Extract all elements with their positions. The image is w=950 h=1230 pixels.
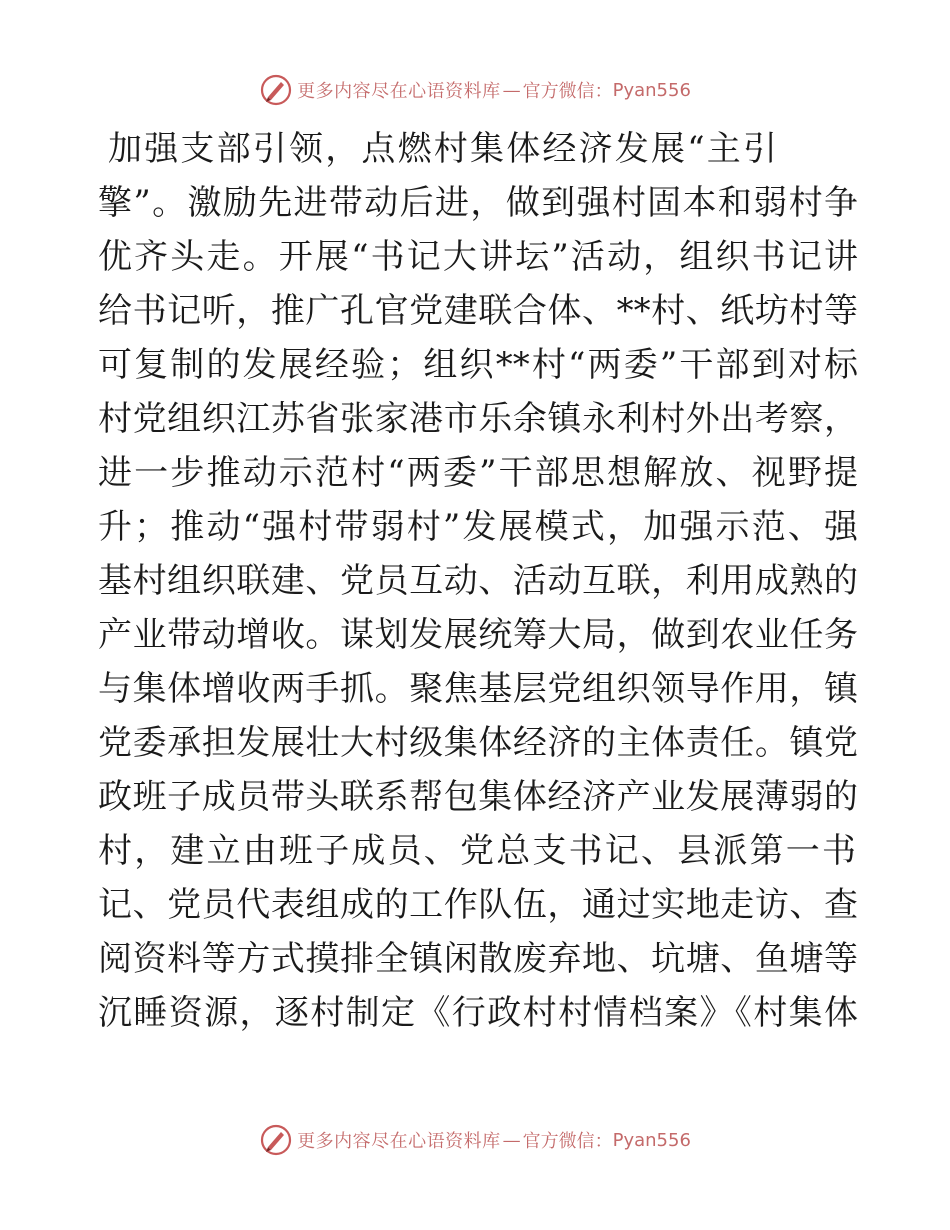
body-line-17: 沉睡资源，逐村制定《行政村村情档案》《村集体	[98, 993, 858, 1033]
body-line-1: 加强支部引领，点燃村集体经济发展“主引	[108, 129, 780, 169]
body-line-13: 政班子成员带头联系帮包集体经济产业发展薄弱的	[98, 777, 858, 817]
header-dash: —	[502, 79, 521, 101]
body-line-12: 党委承担发展壮大村级集体经济的主体责任。镇党	[98, 723, 858, 763]
footer-dash: —	[502, 1129, 521, 1151]
pen-logo-icon	[259, 1123, 293, 1157]
body-line-15: 记、党员代表组成的工作队伍，通过实地走访、查	[98, 885, 858, 925]
body-line-8: 升；推动“强村带弱村”发展模式，加强示范、强	[98, 507, 858, 547]
footer-watermark	[0, 1120, 950, 1160]
pen-logo-icon	[259, 73, 293, 107]
document-body	[98, 122, 858, 1040]
header-wechat-label: 官方微信：	[522, 81, 613, 102]
body-line-11: 与集体增收两手抓。聚焦基层党组织领导作用，镇	[98, 669, 858, 709]
footer-wechat-label: 官方微信：	[522, 1131, 613, 1152]
body-line-3: 优齐头走。开展“书记大讲坛”活动，组织书记讲	[98, 237, 858, 277]
footer-wechat-id: Pyan556	[612, 1129, 691, 1151]
header-wechat-id: Pyan556	[612, 79, 691, 101]
header-brand: 更多内容尽在心语资料库	[297, 81, 501, 102]
body-line-5: 可复制的发展经验；组织**村“两委”干部到对标	[98, 345, 858, 385]
body-line-2: 擎”。激励先进带动后进，做到强村固本和弱村争	[98, 183, 858, 223]
body-line-14: 村，建立由班子成员、党总支书记、县派第一书	[98, 831, 859, 871]
body-line-9: 基村组织联建、党员互动、活动互联，利用成熟的	[98, 561, 858, 601]
body-line-7: 进一步推动示范村“两委”干部思想解放、视野提	[98, 453, 858, 493]
body-line-4: 给书记听，推广孔官党建联合体、**村、纸坊村等	[98, 291, 858, 331]
footer-brand: 更多内容尽在心语资料库	[297, 1131, 501, 1152]
body-line-10: 产业带动增收。谋划发展统筹大局，做到农业任务	[98, 615, 858, 655]
body-line-6: 村党组织江苏省张家港市乐余镇永利村外出考察，	[98, 399, 858, 439]
body-line-16: 阅资料等方式摸排全镇闲散废弃地、坑塘、鱼塘等	[98, 939, 858, 979]
header-watermark	[0, 70, 950, 110]
